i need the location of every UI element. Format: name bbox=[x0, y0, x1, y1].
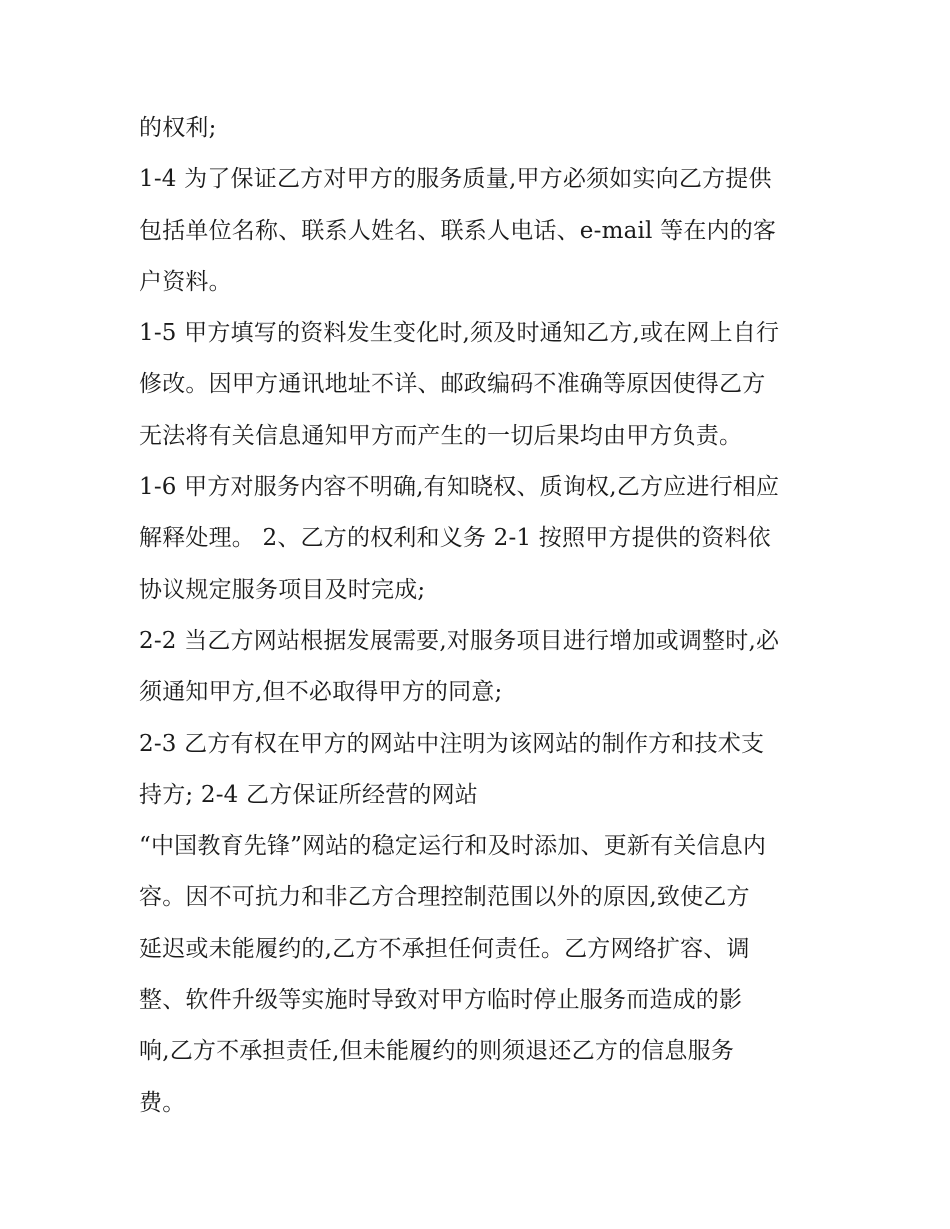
text-line: 2-3 乙方有权在甲方的网站中注明为该网站的制作方和技术支 bbox=[139, 730, 765, 757]
text-line: 费。 bbox=[139, 1089, 186, 1116]
text-line: 包括单位名称、联系人姓名、联系人电话、e-mail 等在内的客 bbox=[139, 217, 777, 244]
text-line: 无法将有关信息通知甲方而产生的一切后果均由甲方负责。 bbox=[139, 422, 743, 449]
text-line: 解释处理。 2、乙方的权利和义务 2-1 按照甲方提供的资料依 bbox=[139, 525, 771, 552]
text-line: 1-5 甲方填写的资料发生变化时,须及时通知乙方,或在网上自行 bbox=[139, 320, 780, 347]
text-line: “中国教育先锋”网站的稳定运行和及时添加、更新有关信息内 bbox=[139, 833, 767, 860]
text-line: 持方; 2-4 乙方保证所经营的网站 bbox=[139, 781, 479, 808]
text-line: 响,乙方不承担责任,但未能履约的则须退还乙方的信息服务 bbox=[139, 1038, 735, 1065]
text-line: 须通知甲方,但不必取得甲方的同意; bbox=[139, 679, 503, 706]
document-body bbox=[139, 108, 819, 1134]
text-line: 协议规定服务项目及时完成; bbox=[139, 576, 426, 603]
text-line: 户资料。 bbox=[139, 268, 232, 295]
text-line: 容。因不可抗力和非乙方合理控制范围以外的原因,致使乙方 bbox=[139, 884, 750, 911]
text-line: 整、软件升级等实施时导致对甲方临时停止服务而造成的影 bbox=[139, 987, 743, 1014]
text-line: 2-2 当乙方网站根据发展需要,对服务项目进行增加或调整时,必 bbox=[139, 627, 780, 654]
text-line: 延迟或未能履约的,乙方不承担任何责任。乙方网络扩容、调 bbox=[139, 935, 750, 962]
text-line: 修改。因甲方通讯地址不详、邮政编码不准确等原因使得乙方 bbox=[139, 371, 766, 398]
text-line: 1-6 甲方对服务内容不明确,有知晓权、质询权,乙方应进行相应 bbox=[139, 474, 780, 501]
text-line: 1-4 为了保证乙方对甲方的服务质量,甲方必须如实向乙方提供 bbox=[139, 166, 772, 193]
text-line: 的权利; bbox=[139, 115, 217, 141]
